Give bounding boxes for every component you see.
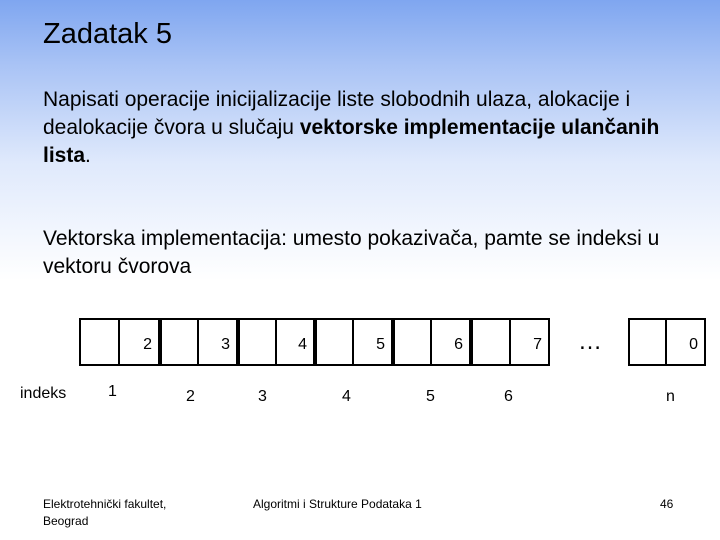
node-next-value: 6 — [454, 336, 463, 353]
index-1: 1 — [108, 383, 117, 400]
node-info-cell — [317, 320, 354, 364]
index-2: 2 — [186, 388, 195, 405]
task-description — [43, 86, 663, 170]
vector-node-5 — [393, 318, 471, 366]
vector-node-6 — [471, 318, 550, 366]
node-next-cell — [354, 320, 391, 364]
task-text-end: . — [85, 144, 91, 167]
index-6: 6 — [504, 388, 513, 405]
vector-node-3 — [238, 318, 315, 366]
index-5: 5 — [426, 388, 435, 405]
index-label: indeks — [20, 385, 67, 402]
index-4: 4 — [342, 388, 351, 405]
footer-course: Algoritmi i Strukture Podataka 1 — [253, 497, 422, 511]
node-next-value: 2 — [143, 336, 152, 353]
vector-node-2 — [160, 318, 238, 366]
vector-node-4 — [315, 318, 393, 366]
node-next-value: 3 — [221, 336, 230, 353]
footer-institution: Elektrotehnički fakultet, Beograd — [43, 497, 167, 528]
node-next-cell — [667, 320, 704, 364]
node-next-value: 5 — [376, 336, 385, 353]
vector-node-1 — [79, 318, 160, 366]
index-n: n — [666, 388, 675, 405]
slide-title: Zadatak 5 — [43, 18, 172, 50]
node-next-cell — [199, 320, 236, 364]
node-info-cell — [162, 320, 199, 364]
index-3: 3 — [258, 388, 267, 405]
node-next-value: 0 — [689, 336, 698, 353]
node-info-cell — [395, 320, 432, 364]
vector-node-n — [628, 318, 706, 366]
node-next-cell — [432, 320, 469, 364]
node-next-value: 7 — [533, 336, 542, 353]
task-text: Napisati operacije inicijalizacije liste slobodnih ulaza, alokacije i dealokacije čvora u slučaju — [43, 88, 631, 139]
node-next-cell — [277, 320, 314, 364]
explanation-text: Vektorska implementacija: umesto pokazivača, pamte se indeksi u vektoru čvorova — [43, 227, 660, 278]
node-info-cell — [473, 320, 511, 364]
node-next-cell — [120, 320, 159, 364]
node-info-cell — [81, 320, 120, 364]
node-next-value: 4 — [298, 336, 307, 353]
page-number: 46 — [660, 497, 674, 511]
task-bold-text: vektorske implementacije ulančanih lista — [43, 116, 660, 167]
node-info-cell — [240, 320, 277, 364]
node-next-cell — [511, 320, 549, 364]
ellipsis: … — [578, 328, 603, 355]
node-info-cell — [630, 320, 667, 364]
